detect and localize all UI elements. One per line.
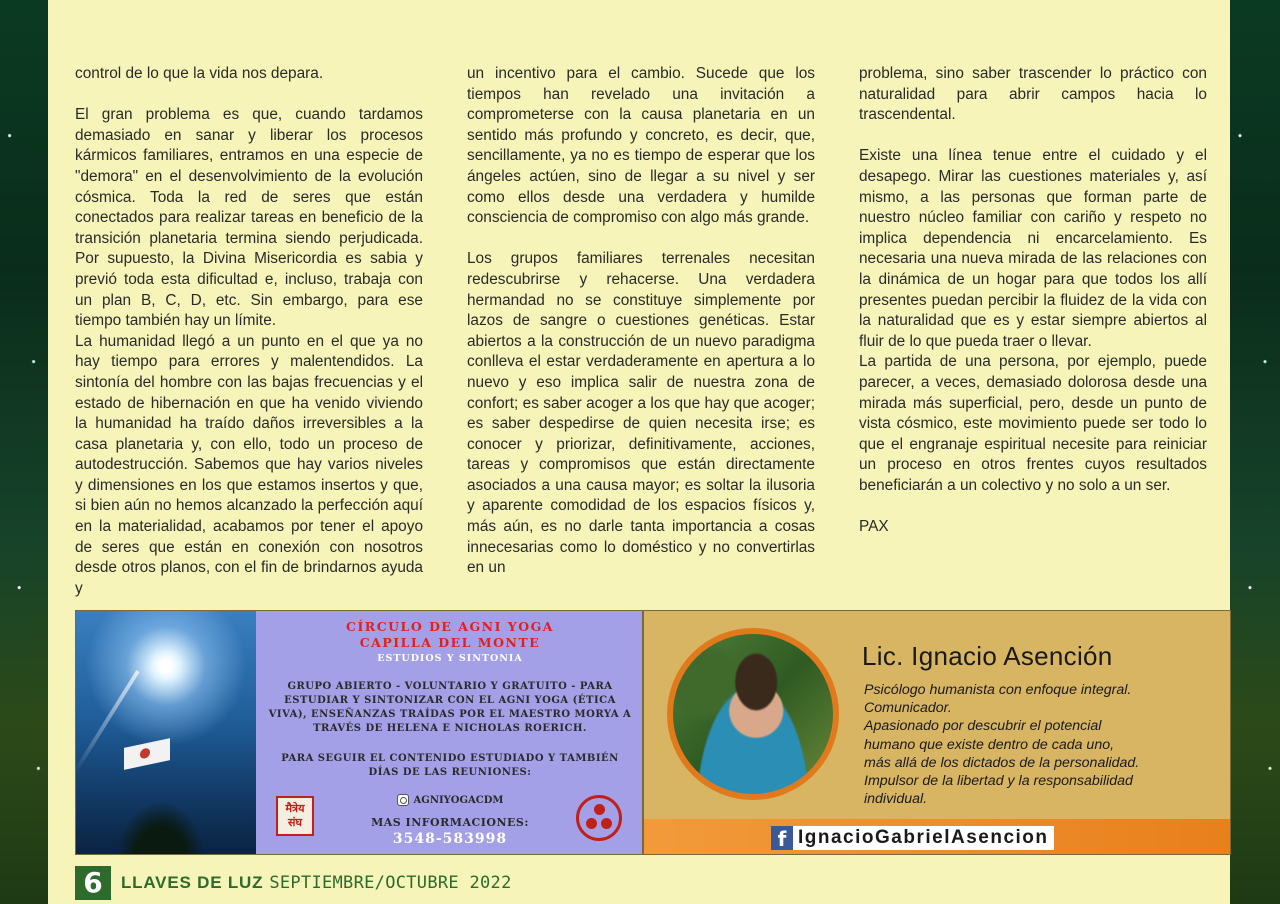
palm-silhouette: [116, 801, 206, 855]
ad-description: GRUPO ABIERTO - VOLUNTARIO Y GRATUITO - PARA ESTUDIAR Y SINTONIZAR CON EL AGNI YOGA (ÉTICA VIVA), ENSEÑANZAS TRAÍDAS POR EL MAESTRO MORYA A TRAVÉS DE HELENA E NICHOLAS ROERICH.: [268, 681, 632, 734]
article-column-1: [75, 64, 423, 599]
agni-yoga-ad-body: [256, 611, 643, 855]
peace-dot: [586, 818, 597, 829]
article-paragraph: La partida de una persona, por ejemplo, puede parecer, a veces, demasiado dolorosa desde una mirada más superficial, pero, desde un punto de vista cósmico, este movimiento puede ser todo lo que el engranaje espiritual necesite para reiniciar un proceso en otros frentes cuyos resultados beneficiarán a un colectivo y no solo a un ser.: [859, 353, 1207, 494]
ignacio-asencion-advertisement: [643, 610, 1231, 855]
facebook-handle: IgnacioGabrielAsencion: [798, 827, 1049, 848]
peace-dot: [601, 818, 612, 829]
ad-title-location: CAPILLA DEL MONTE: [359, 635, 541, 650]
article-signoff: PAX: [859, 518, 889, 536]
agni-yoga-advertisement: [75, 610, 643, 855]
starfield-right-border: [1230, 0, 1280, 904]
article-paragraph: Existe una línea tenue entre el cuidado y el desapego. Mirar las cuestiones materiales y, así mismo, a las personas que forman parte de nuestro núcleo familiar con cariño y respeto no implica dependencia ni encarcelamiento. Es necesaria una nueva mirada de las relaciones con la dinámica de un hogar para que todos los allí presentes puedan percibir la fluidez de la vida con la naturalidad que es y estar siempre abiertos al fluir de lo que pueda traer o llevar.: [859, 147, 1207, 350]
article-paragraph: problema, sino saber trascender lo práctico con naturalidad para abrir campos hacia lo trascendental.: [859, 65, 1207, 124]
ad-title: CÍRCULO DE AGNI YOGA: [346, 619, 554, 634]
page-footer: [75, 866, 512, 900]
sky-sun-flag-image: [76, 611, 256, 855]
article-paragraph: un incentivo para el cambio. Sucede que los tiempos han revelado una invitación a comprometerse con la causa planetaria en un sentido más profundo y concreto, es decir, que, sencillamente, ya no es tiempo de esperar que los ángeles actúen, sino de llegar a su nivel y ser como ellos desde una verdadera y humilde consciencia de compromiso con algo más grande.: [467, 65, 815, 227]
more-info-label: MAS INFORMACIONES:: [371, 816, 529, 829]
publication-name: LLAVES DE LUZ: [121, 873, 264, 892]
page-number: 6: [75, 866, 111, 900]
peace-dot: [594, 804, 605, 815]
bio-line: individual.: [864, 791, 928, 808]
professional-bio: [864, 681, 1214, 808]
facebook-link[interactable]: [771, 826, 1054, 850]
facebook-icon: f: [771, 826, 793, 850]
article-paragraph: La humanidad llegó a un punto en el que ya no hay tiempo para errores y malentendidos. La sintonía del hombre con las bajas frecuencias y el estado de hibernación en que ha venido viviendo la humanidad ha traído daños irreversibles a la casa planetaria y, con ello, todo un proceso de autodestrucción. Sabemos que hay varios niveles y dimensiones en los que estamos insertos y que, si bien aún no hemos alcanzado la perfección aquí en la materialidad, acabamos por tener el apoyo de seres que están en conexión con nosotros desde otros planos, con el fin de brindarnos ayuda y: [75, 332, 423, 597]
bio-line: Comunicador.: [864, 700, 952, 717]
article-paragraph: Los grupos familiares terrenales necesitan redescubrirse y rehacerse. Una verdadera hermandad no se constituye simplemente por lazos de sangre o cuestiones genéticas. Estar abiertos a la construcción de un nuevo paradigma conlleva el estar verdaderamente en apertura a lo nuevo y eso implica salir de nuestra zona de confort; es saber acoger a los que hay que acoger; es saber despedirse de quien necesita irse; es conocer y priorizar, definitivamente, acciones, tareas y compromisos que están directamente asociados a una causa mayor; es soltar la ilusoria y aparente comodidad de los espacios físicos y, más aún, es no darle tanta importancia a cosas innecesarias como lo doméstico y no convertirlas en un: [467, 250, 815, 577]
ad-follow-text: PARA SEGUIR EL CONTENIDO ESTUDIADO Y TAMBIÉN DÍAS DE LAS REUNIONES:: [281, 753, 619, 778]
instagram-icon: [397, 794, 409, 806]
banner-of-peace-logo: [576, 795, 622, 841]
bio-line: más allá de los dictados de la personalidad.: [864, 754, 1140, 771]
article-column-3: [859, 64, 1207, 538]
bio-line: humano que existe dentro de cada uno,: [864, 736, 1115, 753]
professional-name: Lic. Ignacio Asención: [862, 641, 1113, 671]
article-paragraph: control de lo que la vida nos depara.: [75, 65, 324, 82]
maitreya-sangha-logo: मैत्रेय संघ: [276, 796, 314, 836]
banner-of-peace-flag: [124, 738, 170, 770]
starfield-left-border: [0, 0, 48, 904]
bio-line: Impulsor de la libertad y la responsabilidad: [864, 773, 1133, 790]
profile-photo: [667, 628, 839, 800]
bio-line: Apasionado por descubrir el potencial: [864, 718, 1102, 735]
ad-subtitle: ESTUDIOS Y SINTONIA: [377, 653, 523, 664]
article-column-2: [467, 64, 815, 579]
phone-number: 3548-583998: [392, 831, 508, 847]
issue-date: SEPTIEMBRE/OCTUBRE 2022: [269, 873, 512, 893]
magazine-page: [48, 0, 1230, 904]
bio-line: Psicólogo humanista con enfoque integral.: [864, 682, 1132, 698]
article-paragraph: El gran problema es que, cuando tardamos demasiado en sanar y liberar los procesos kármicos familiares, entramos en una especie de "demora" en el desenvolvimiento de la evolución cósmica. Toda la red de seres que están conectados para realizar tareas en beneficio de la transición planetaria termina siendo perjudicada. Por supuesto, la Divina Misericordia es sabia y previó toda esta dificultad e, incluso, trabaja con un plan B, C, D, etc. Sin embargo, para ese tiempo también hay un límite.: [75, 106, 423, 330]
instagram-handle: AGNIYOGACDM: [413, 794, 504, 806]
